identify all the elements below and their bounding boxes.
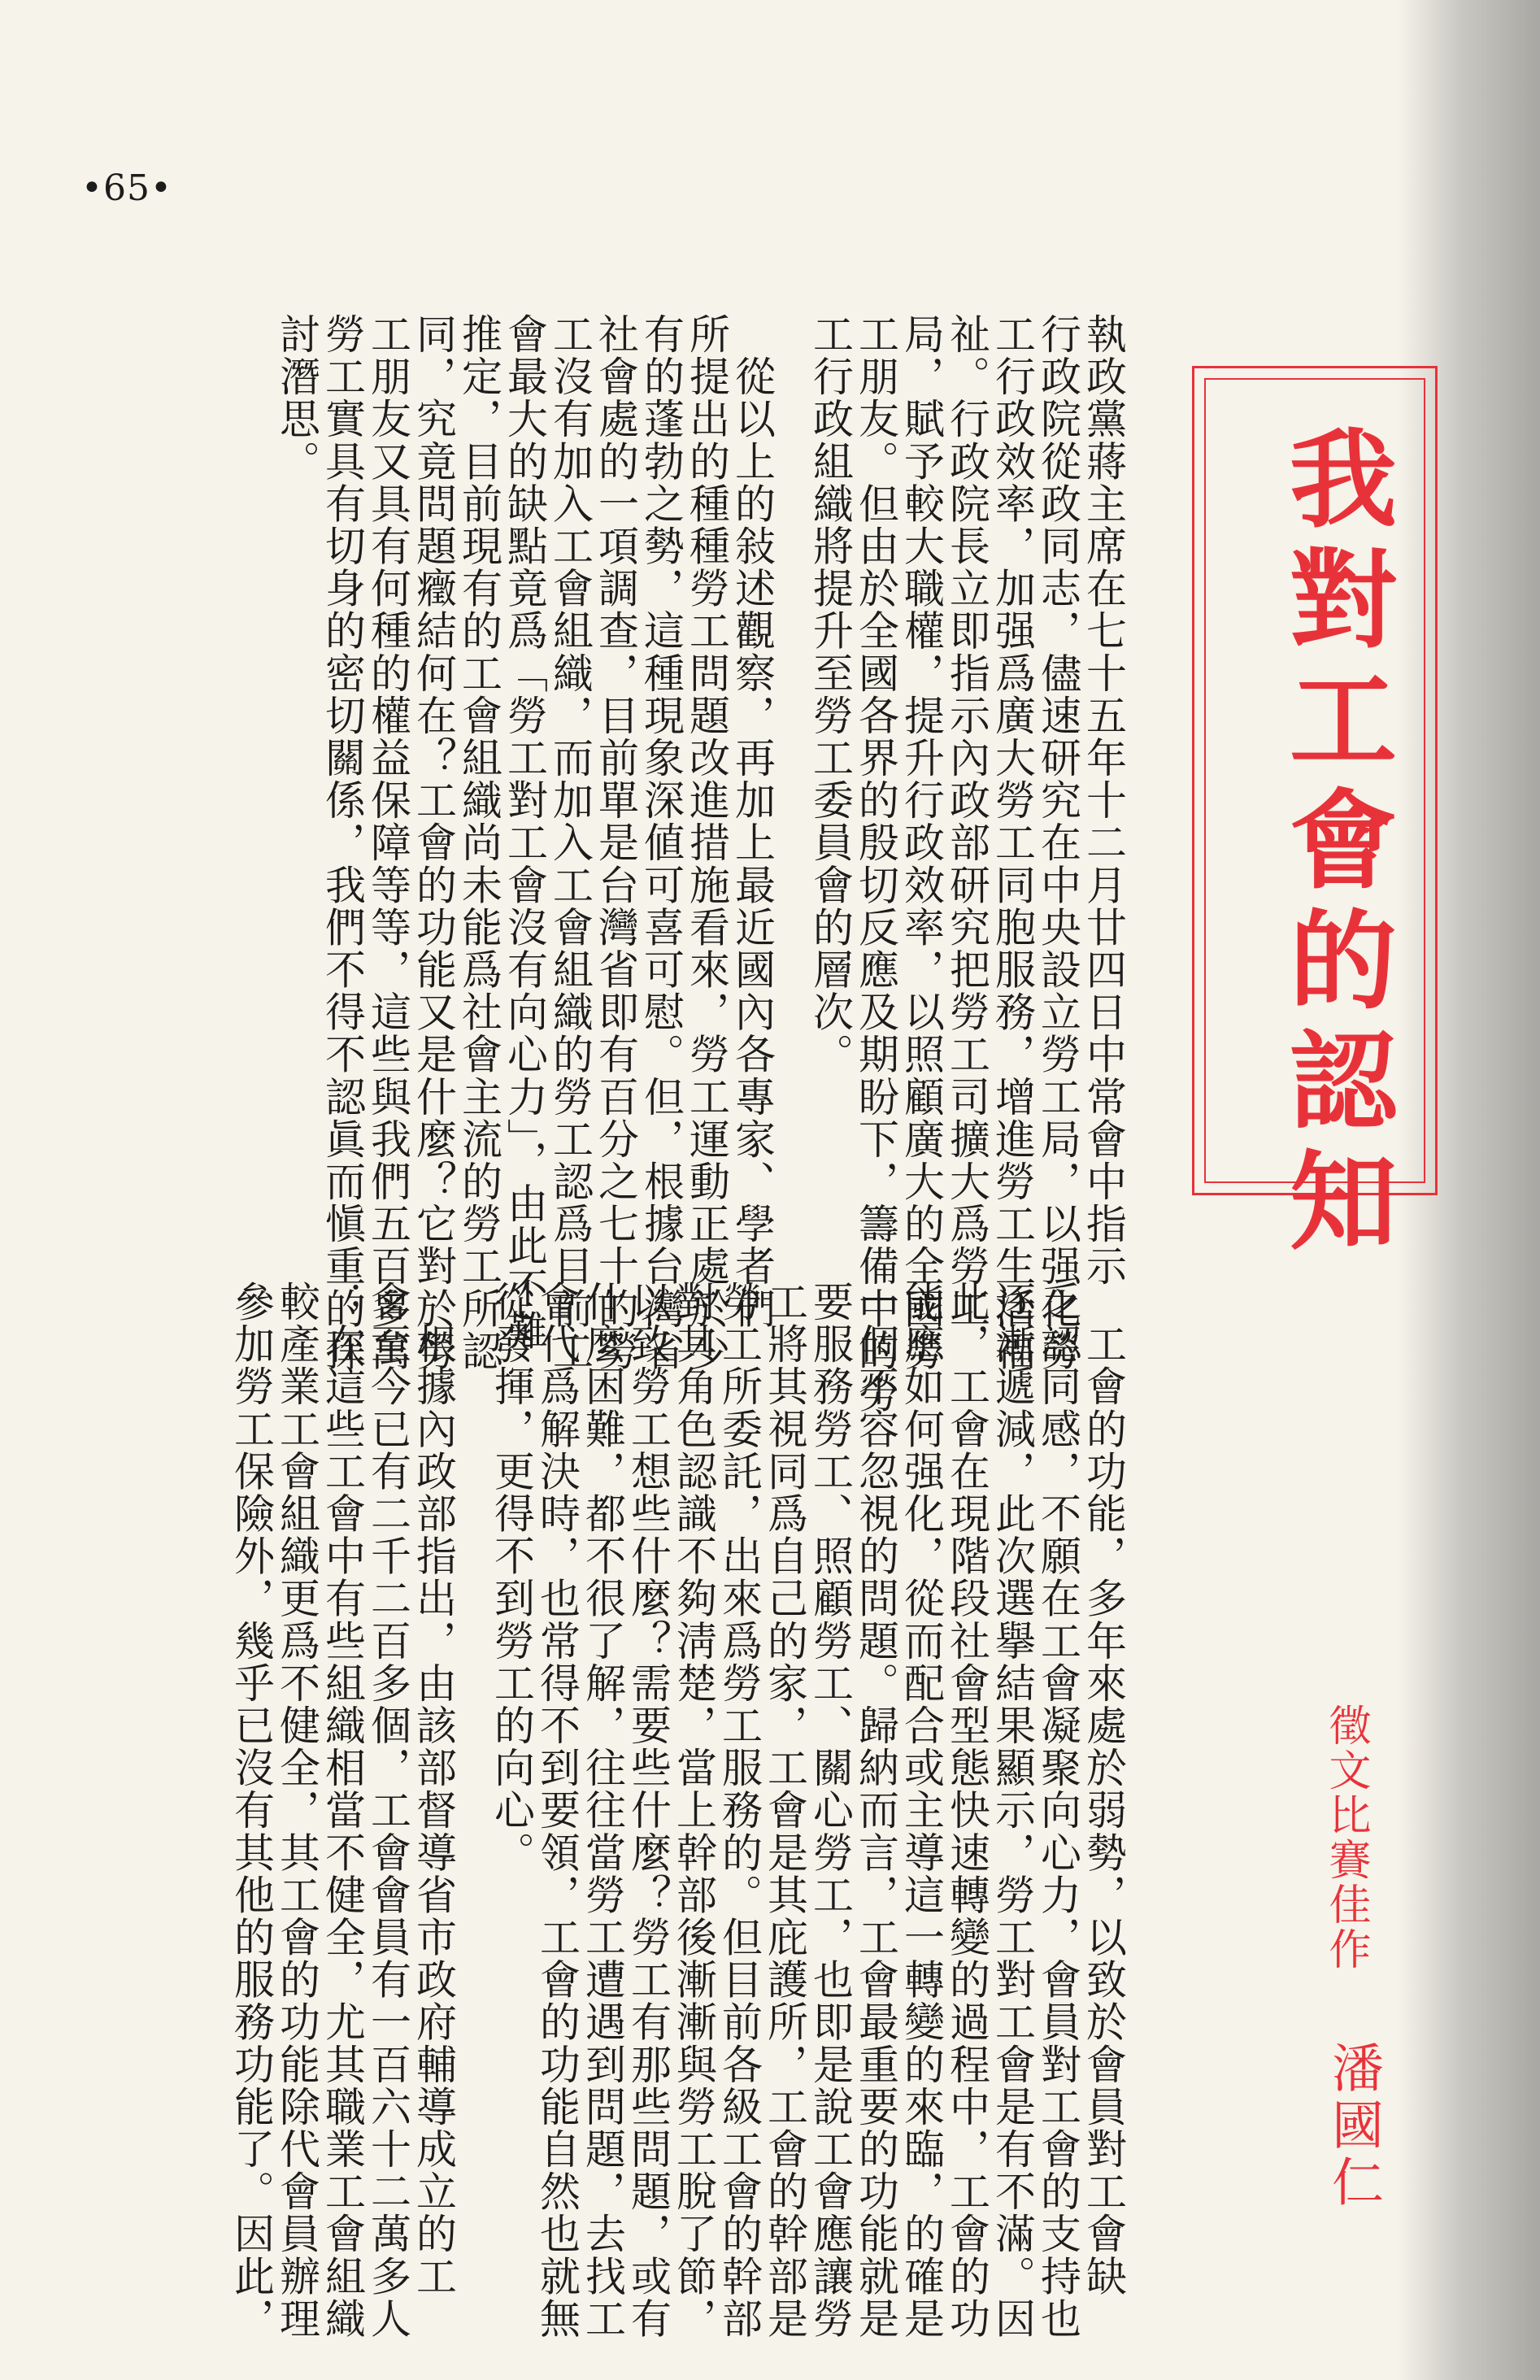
bottom-text-column: 能應如何强化，從而配合或主導這一轉變的來臨，的確是 [898,1281,945,2340]
top-text-column: 有的蓬勃之勢，這種現象深値可喜可慰。但，根據台灣省 [637,313,685,1373]
top-text-column: 工朋友又具有何種的權益保障等等，這些與我們五百多萬 [364,313,411,1373]
bottom-text-column: 會代爲解決時，也常得不到要領，工會的功能自然也就無 [533,1281,581,2340]
author-name: 潘國仁 [1323,2041,1383,2212]
bottom-text-column: 工將其視同爲自己的家，工會是其庇護所，工會的幹部是 [761,1281,808,2340]
top-text-column: 勞工實具有切身的密切關係，我們不得不認眞而愼重的探 [319,313,366,1373]
bottom-text-column: 一個不容忽視的問題。歸納而言，工會最重要的功能就是 [852,1281,899,2340]
top-text-column: 工沒有加入工會組織，而加入工會組織的勞工認爲目前工 [546,313,594,1373]
bottom-text-column: 此，工會在現階段社會型態快速轉變的過程中，工會的功 [943,1281,990,2340]
bottom-text-column: 乏認同感，不願在工會凝聚向心力，會員對工會的支持也 [1034,1281,1081,2340]
top-text-column: 局，賦予較大職權，提升行政效率，以照顧廣大的全國勞 [898,313,945,1373]
top-text-column: 所提出的種種勞工問題改進措施看來，勞工運動正處於少 [683,313,730,1373]
bottom-text-column: 根據內政部指出，由該部督導省市政府輔導成立的工 [410,1281,457,2298]
article-title: 我對工會的認知 [1271,423,1397,1265]
bottom-text-column: 會至今已有二千二百多個，工會會員有一百六十二萬多人 [364,1281,411,2340]
top-text-column: 工行政效率，加强爲廣大勞工同胞服務，增進勞工生活福 [989,313,1036,1373]
bottom-text-column: 什麼困難，都不很了解，往往當勞工遭遇到問題，去找工 [579,1281,626,2340]
top-text-column: 行政院從政同志，儘速研究在中央設立勞工局，以强化勞 [1034,313,1081,1373]
bottom-text-column: 對其角色認識不夠淸楚，當上幹部後漸漸與勞工脫了節， [670,1281,717,2340]
bottom-text-column: 參加勞工保險外，幾乎已沒有其他的服務功能了。因此， [228,1281,275,2340]
top-text-column: 會最大的缺點竟爲「勞工對工會沒有向心力」，由此不難 [501,313,548,1352]
bottom-text-column: 較產業工會組織更爲不健全，其工會的功能除代會員辦理 [273,1281,320,2340]
bottom-text-column: 逐漸遞減，此次選擧結果顯示，勞工對工會是有不滿。因 [989,1281,1036,2340]
bottom-text-column: 要服務勞工、照顧勞工、關心勞工，也即是說工會應讓勞 [807,1281,854,2340]
bottom-text-column: 以致勞工想些什麼？需要些什麼？勞工有那些問題，或有 [624,1281,672,2340]
top-text-column: 推定，目前現有的工會組織尚未能爲社會主流的勞工所認 [455,313,502,1373]
top-text-column: 社會處的一項調查，目前單是台灣省即有百分之七十的勞 [592,313,639,1373]
top-text-column: 同，究竟問題癥結何在？工會的功能又是什麼？它對於勞 [410,313,457,1373]
bottom-text-column: 從發揮，更得不到勞工的向心。 [488,1281,535,1874]
top-text-column: 祉。行政院長立即指示內政部研究把勞工司擴大爲勞工 [943,313,990,1330]
bottom-text-column: 勞工所委託，出來爲勞工服務的。但目前各級工會的幹部 [716,1281,763,2340]
top-text-column: 工朋友。但由於全國各界的殷切反應及期盼下，籌備中的勞 [852,313,899,1415]
top-text-column: 從以上的敍述觀察，再加上最近國內各專家、學者們 [729,313,776,1330]
bottom-text-column: 工會的功能，多年來處於弱勢，以致於會員對工會缺 [1080,1281,1127,2298]
top-text-column: 工行政組織將提升至勞工委員會的層次。 [807,313,854,1076]
top-text-column: 討潛思。 [273,313,320,483]
bottom-text-column: ；在這些工會中有些組織相當不健全，尤其職業工會組織 [319,1281,366,2340]
page-number: •65• [81,168,172,209]
contest-label: 徵文比賽佳作 [1321,1703,1370,1972]
top-text-column: 執政黨蔣主席在七十五年十二月廿四日中常會中指示 [1080,313,1127,1288]
